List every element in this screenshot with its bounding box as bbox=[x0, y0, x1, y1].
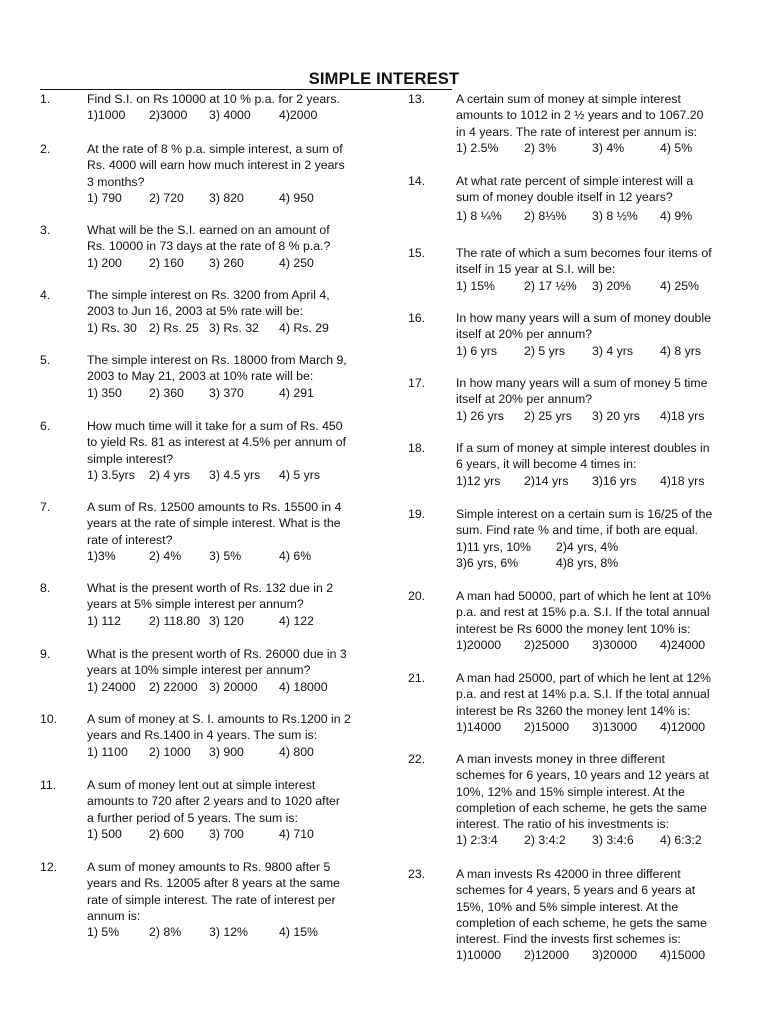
question-line: to yield Rs. 81 as interest at 4.5% per annum of bbox=[87, 435, 347, 450]
options-row bbox=[87, 190, 370, 206]
question-number: 13. bbox=[408, 92, 426, 106]
answer-option: 3)16 yrs bbox=[592, 473, 637, 488]
answer-option: 1) 24000 bbox=[87, 679, 136, 694]
question-line: 3 months? bbox=[87, 174, 145, 189]
answer-option: 4) 6% bbox=[279, 548, 312, 563]
question-line: completion of each scheme, he gets the same bbox=[456, 800, 707, 815]
answer-option: 4) 9% bbox=[660, 208, 693, 223]
question-line: a further period of 5 years. The sum is: bbox=[87, 810, 298, 825]
answer-option: 1) 5% bbox=[87, 925, 120, 940]
answer-option: 4) 6:3:2 bbox=[660, 833, 702, 848]
answer-option: 3) 8 ½% bbox=[592, 208, 638, 223]
answer-option: 2) 5 yrs bbox=[524, 343, 565, 358]
answer-option: 4)12000 bbox=[660, 719, 706, 734]
question-line: The simple interest on Rs. 18000 from March 9, bbox=[87, 353, 347, 367]
answer-option: 2)14 yrs bbox=[524, 473, 569, 488]
options-row bbox=[87, 613, 370, 629]
question-line: amounts to 1012 in 2 ½ years and to 1067.20 bbox=[456, 108, 704, 123]
question-text bbox=[456, 866, 733, 947]
title-block bbox=[40, 70, 728, 88]
question-line: What will be the S.I. earned on an amount of bbox=[87, 223, 330, 237]
answer-option: 3) 370 bbox=[209, 385, 244, 400]
question-text bbox=[456, 91, 733, 140]
question-body bbox=[87, 141, 370, 206]
question-line: In how many years will a sum of money double bbox=[456, 311, 711, 325]
question-body bbox=[87, 499, 370, 564]
options-row bbox=[87, 255, 370, 271]
options-row bbox=[456, 555, 733, 571]
answer-option: 2)4 yrs, 4% bbox=[556, 539, 619, 554]
answer-option: 1)12 yrs bbox=[456, 473, 501, 488]
question-number: 1. bbox=[40, 92, 51, 106]
question-number: 16. bbox=[408, 311, 426, 325]
answer-option: 3) 820 bbox=[209, 190, 244, 205]
question-number: 22. bbox=[408, 752, 426, 766]
answer-option: 1)11 yrs, 10% bbox=[456, 539, 531, 554]
question-line: Simple interest on a certain sum is 16/25 of the bbox=[456, 507, 713, 521]
question-number: 9. bbox=[40, 647, 51, 661]
question-number: 5. bbox=[40, 353, 51, 367]
answer-option: 3)20000 bbox=[592, 948, 638, 963]
question-line: A sum of money amounts to Rs. 9800 after 5 bbox=[87, 860, 331, 874]
answer-option: 4) 5 yrs bbox=[279, 467, 320, 482]
answer-option: 4)15000 bbox=[660, 948, 706, 963]
question-text bbox=[456, 440, 733, 473]
answer-option: 4) 8 yrs bbox=[660, 343, 701, 358]
answer-option: 4)8 yrs, 8% bbox=[556, 555, 619, 570]
options-row bbox=[87, 679, 370, 695]
answer-option: 4) 291 bbox=[279, 385, 314, 400]
question-number: 3. bbox=[40, 223, 51, 237]
question-line: A sum of Rs. 12500 amounts to Rs. 15500 in 4 bbox=[87, 500, 342, 514]
question-line: years and Rs.1400 in 4 years. The sum is: bbox=[87, 728, 318, 743]
question-text bbox=[87, 287, 370, 320]
options-row bbox=[456, 832, 733, 848]
question-line: How much time will it take for a sum of Rs. 450 bbox=[87, 419, 343, 433]
options-row bbox=[87, 385, 370, 401]
question-body bbox=[87, 580, 370, 629]
question-number: 20. bbox=[408, 589, 426, 603]
question-body bbox=[456, 751, 733, 849]
answer-option: 2)12000 bbox=[524, 948, 570, 963]
question-number: 15. bbox=[408, 246, 426, 260]
answer-option: 3) 700 bbox=[209, 826, 244, 841]
question-line: interest be Rs 3260 the money lent 14% is: bbox=[456, 703, 691, 718]
question-body bbox=[87, 711, 370, 760]
answer-option: 3) 20 yrs bbox=[592, 408, 640, 423]
question-number: 7. bbox=[40, 500, 51, 514]
question-body bbox=[456, 245, 733, 294]
page-title: SIMPLE INTEREST bbox=[308, 70, 460, 88]
answer-option: 4)2000 bbox=[279, 108, 318, 123]
answer-option: 4)18 yrs bbox=[660, 473, 705, 488]
options-row bbox=[87, 744, 370, 760]
question-line: A man had 25000, part of which he lent at 12% bbox=[456, 671, 711, 685]
question-number: 23. bbox=[408, 867, 426, 881]
answer-option: 4) 15% bbox=[279, 925, 318, 940]
answer-option: 2) 3% bbox=[524, 140, 557, 155]
question-line: 10%, 12% and 15% simple interest. At the bbox=[456, 784, 685, 799]
answer-option: 1)1000 bbox=[87, 108, 126, 123]
question-line: rate of simple interest. The rate of interest per bbox=[87, 892, 336, 907]
question-number: 4. bbox=[40, 288, 51, 302]
question-line: A man invests Rs 42000 in three different bbox=[456, 867, 681, 881]
answer-option: 1) 200 bbox=[87, 255, 122, 270]
answer-option: 2) 118.80 bbox=[149, 613, 201, 628]
question-text bbox=[456, 310, 733, 343]
question-text bbox=[87, 711, 370, 744]
options-row bbox=[456, 473, 733, 489]
question-line: amounts to 720 after 2 years and to 1020 after bbox=[87, 794, 340, 809]
answer-option: 2) 25 yrs bbox=[524, 408, 572, 423]
question-number: 11. bbox=[40, 778, 57, 792]
answer-option: 1) 790 bbox=[87, 190, 122, 205]
question-line: The rate of which a sum becomes four items of bbox=[456, 246, 712, 260]
question-line: completion of each scheme, he gets the same bbox=[456, 915, 707, 930]
question-number: 8. bbox=[40, 581, 51, 595]
answer-option: 4) 5% bbox=[660, 140, 693, 155]
question-body bbox=[456, 866, 733, 964]
answer-option: 3)6 yrs, 6% bbox=[456, 555, 519, 570]
question-text bbox=[87, 859, 370, 924]
question-text bbox=[87, 499, 370, 548]
options-row bbox=[456, 278, 733, 294]
question-line: 15%, 10% and 5% simple interest. At the bbox=[456, 899, 679, 914]
answer-option: 2) 600 bbox=[149, 826, 184, 841]
options-row bbox=[456, 343, 733, 359]
question-body bbox=[456, 91, 733, 156]
answer-option: 3) Rs. 32 bbox=[209, 320, 259, 335]
question-line: At the rate of 8 % p.a. simple interest, a sum of bbox=[87, 142, 343, 156]
answer-option: 1) 26 yrs bbox=[456, 408, 504, 423]
answer-option: 1)10000 bbox=[456, 948, 502, 963]
question-body bbox=[456, 375, 733, 424]
question-body bbox=[456, 588, 733, 653]
question-text bbox=[87, 580, 370, 613]
question-line: schemes for 6 years, 10 years and 12 years at bbox=[456, 768, 709, 783]
answer-option: 1) Rs. 30 bbox=[87, 320, 137, 335]
question-line: In how many years will a sum of money 5 time bbox=[456, 376, 708, 390]
answer-option: 4) 800 bbox=[279, 744, 314, 759]
question-text bbox=[87, 646, 370, 679]
question-line: 2003 to May 21, 2003 at 10% rate will be: bbox=[87, 369, 314, 384]
answer-option: 4) 950 bbox=[279, 190, 314, 205]
answer-option: 2) 4 yrs bbox=[149, 467, 190, 482]
answer-option: 2) 17 ½% bbox=[524, 278, 577, 293]
question-text bbox=[87, 222, 370, 255]
question-number: 6. bbox=[40, 419, 51, 433]
title-underline bbox=[40, 89, 452, 90]
question-body bbox=[87, 222, 370, 271]
question-line: schemes for 4 years, 5 years and 6 years at bbox=[456, 883, 696, 898]
question-line: At what rate percent of simple interest will a bbox=[456, 174, 694, 188]
options-row bbox=[456, 206, 733, 226]
question-line: rate of interest? bbox=[87, 532, 173, 547]
options-row bbox=[456, 637, 733, 653]
answer-option: 4) 122 bbox=[279, 613, 314, 628]
question-body bbox=[456, 670, 733, 735]
question-line: What is the present worth of Rs. 132 due in 2 bbox=[87, 581, 334, 595]
question-number: 17. bbox=[408, 376, 426, 390]
answer-option: 2) 8⅓% bbox=[524, 208, 567, 223]
question-text bbox=[456, 245, 733, 278]
question-body bbox=[456, 440, 733, 489]
question-line: p.a. and rest at 14% p.a. S.I. If the total annual bbox=[456, 687, 710, 702]
question-line: A certain sum of money at simple interest bbox=[456, 92, 681, 106]
question-number: 14. bbox=[408, 174, 426, 188]
question-line: The simple interest on Rs. 3200 from April 4, bbox=[87, 288, 330, 302]
question-line: Find S.I. on Rs 10000 at 10 % p.a. for 2 years. bbox=[87, 92, 340, 106]
answer-option: 3) 4 yrs bbox=[592, 343, 633, 358]
question-body bbox=[87, 352, 370, 401]
answer-option: 2) 8% bbox=[149, 925, 182, 940]
answer-option: 1)14000 bbox=[456, 719, 502, 734]
answer-option: 2) 720 bbox=[149, 190, 184, 205]
options-row bbox=[456, 408, 733, 424]
options-row bbox=[456, 539, 733, 555]
question-text bbox=[456, 506, 733, 539]
question-number: 19. bbox=[408, 507, 426, 521]
question-number: 2. bbox=[40, 142, 51, 156]
question-body bbox=[87, 646, 370, 695]
question-line: 2003 to Jun 16, 2003 at 5% rate will be: bbox=[87, 304, 304, 319]
question-text bbox=[456, 173, 733, 206]
question-body bbox=[456, 173, 733, 226]
answer-option: 2) 4% bbox=[149, 548, 182, 563]
answer-option: 3)13000 bbox=[592, 719, 638, 734]
question-line: annum is: bbox=[87, 908, 141, 923]
answer-option: 1) 2:3:4 bbox=[456, 833, 498, 848]
options-row bbox=[456, 719, 733, 735]
question-body bbox=[87, 287, 370, 336]
question-line: A sum of money at S. I. amounts to Rs.1200 in 2 bbox=[87, 712, 351, 726]
question-line: 6 years, it will become 4 times in: bbox=[456, 457, 637, 472]
question-number: 10. bbox=[40, 712, 58, 726]
question-line: sum of money double itself in 12 years? bbox=[456, 190, 673, 205]
question-line: years at the rate of simple interest. What is the bbox=[87, 516, 341, 531]
question-text bbox=[456, 670, 733, 719]
answer-option: 1) 1100 bbox=[87, 744, 128, 759]
answer-option: 1) 8 ¼% bbox=[456, 208, 502, 223]
answer-option: 2) 22000 bbox=[149, 679, 198, 694]
answer-option: 4) 18000 bbox=[279, 679, 328, 694]
answer-option: 3) 4.5 yrs bbox=[209, 467, 261, 482]
question-line: p.a. and rest at 15% p.a. S.I. If the total annual bbox=[456, 605, 710, 620]
answer-option: 2)25000 bbox=[524, 637, 570, 652]
question-text bbox=[87, 418, 370, 467]
question-text bbox=[456, 751, 733, 832]
question-line: Rs. 10000 in 73 days at the rate of 8 % p.a.? bbox=[87, 239, 331, 254]
question-text bbox=[87, 141, 370, 190]
options-row bbox=[456, 140, 733, 156]
answer-option: 2)3000 bbox=[149, 108, 188, 123]
answer-option: 3) 120 bbox=[209, 613, 244, 628]
answer-option: 3) 20% bbox=[592, 278, 631, 293]
question-line: A man had 50000, part of which he lent at 10% bbox=[456, 589, 711, 603]
question-number: 18. bbox=[408, 441, 426, 455]
answer-option: 1) 3.5yrs bbox=[87, 467, 135, 482]
answer-option: 4) 25% bbox=[660, 278, 699, 293]
question-body bbox=[456, 310, 733, 359]
question-line: itself at 20% per annum? bbox=[456, 327, 593, 342]
answer-option: 4) 710 bbox=[279, 826, 314, 841]
answer-option: 4) Rs. 29 bbox=[279, 320, 329, 335]
answer-option: 2) 160 bbox=[149, 255, 184, 270]
question-line: in 4 years. The rate of interest per annum is: bbox=[456, 124, 698, 139]
answer-option: 3)30000 bbox=[592, 637, 638, 652]
answer-option: 1) 2.5% bbox=[456, 140, 499, 155]
answer-option: 2) 360 bbox=[149, 385, 184, 400]
answer-option: 3) 3:4:6 bbox=[592, 833, 634, 848]
answer-option: 4)24000 bbox=[660, 637, 706, 652]
answer-option: 3) 4000 bbox=[209, 108, 251, 123]
options-row bbox=[87, 548, 370, 564]
question-number: 12. bbox=[40, 860, 58, 874]
question-line: What is the present worth of Rs. 26000 due in 3 bbox=[87, 647, 347, 661]
answer-option: 3) 900 bbox=[209, 744, 244, 759]
answer-option: 3) 260 bbox=[209, 255, 244, 270]
answer-option: 3) 20000 bbox=[209, 679, 258, 694]
question-text bbox=[87, 352, 370, 385]
question-line: simple interest? bbox=[87, 451, 174, 466]
options-row bbox=[87, 467, 370, 483]
question-line: interest. The ratio of his investments is: bbox=[456, 817, 670, 832]
options-row bbox=[87, 107, 370, 123]
question-line: itself in 15 year at S.I. will be: bbox=[456, 262, 616, 277]
question-line: years at 10% simple interest per annum? bbox=[87, 663, 311, 678]
question-text bbox=[87, 91, 370, 107]
answer-option: 3) 5% bbox=[209, 548, 242, 563]
options-row bbox=[87, 320, 370, 336]
answer-option: 2)15000 bbox=[524, 719, 570, 734]
options-row bbox=[456, 947, 733, 963]
answer-option: 4) 250 bbox=[279, 255, 314, 270]
question-text bbox=[456, 588, 733, 637]
answer-option: 1) 112 bbox=[87, 613, 121, 628]
question-body bbox=[87, 91, 370, 124]
options-row bbox=[87, 826, 370, 842]
question-line: years at 5% simple interest per annum? bbox=[87, 597, 304, 612]
question-body bbox=[456, 506, 733, 571]
answer-option: 4)18 yrs bbox=[660, 408, 705, 423]
question-line: interest. Find the invests first schemes is: bbox=[456, 932, 681, 947]
answer-option: 3) 12% bbox=[209, 925, 248, 940]
answer-option: 1) 350 bbox=[87, 385, 122, 400]
answer-option: 1)20000 bbox=[456, 637, 502, 652]
answer-option: 2) Rs. 25 bbox=[149, 320, 199, 335]
question-line: itself at 20% per annum? bbox=[456, 392, 593, 407]
question-line: sum. Find rate % and time, if both are equal. bbox=[456, 523, 698, 538]
question-line: Rs. 4000 will earn how much interest in 2 years bbox=[87, 158, 345, 173]
answer-option: 1) 6 yrs bbox=[456, 343, 497, 358]
answer-option: 2) 1000 bbox=[149, 744, 191, 759]
answer-option: 1)3% bbox=[87, 548, 116, 563]
question-line: interest be Rs 6000 the money lent 10% is: bbox=[456, 621, 691, 636]
question-line: years and Rs. 12005 after 8 years at the same bbox=[87, 876, 340, 891]
question-line: A man invests money in three different bbox=[456, 752, 665, 766]
question-text bbox=[456, 375, 733, 408]
answer-option: 1) 500 bbox=[87, 826, 122, 841]
answer-option: 1) 15% bbox=[456, 278, 495, 293]
question-text bbox=[87, 777, 370, 826]
question-body bbox=[87, 418, 370, 483]
question-line: If a sum of money at simple interest doubles in bbox=[456, 441, 710, 455]
answer-option: 2) 3:4:2 bbox=[524, 833, 566, 848]
options-row bbox=[87, 924, 370, 940]
question-number: 21. bbox=[408, 671, 426, 685]
answer-option: 3) 4% bbox=[592, 140, 625, 155]
question-line: A sum of money lent out at simple interest bbox=[87, 778, 316, 792]
question-body bbox=[87, 859, 370, 940]
question-body bbox=[87, 777, 370, 842]
